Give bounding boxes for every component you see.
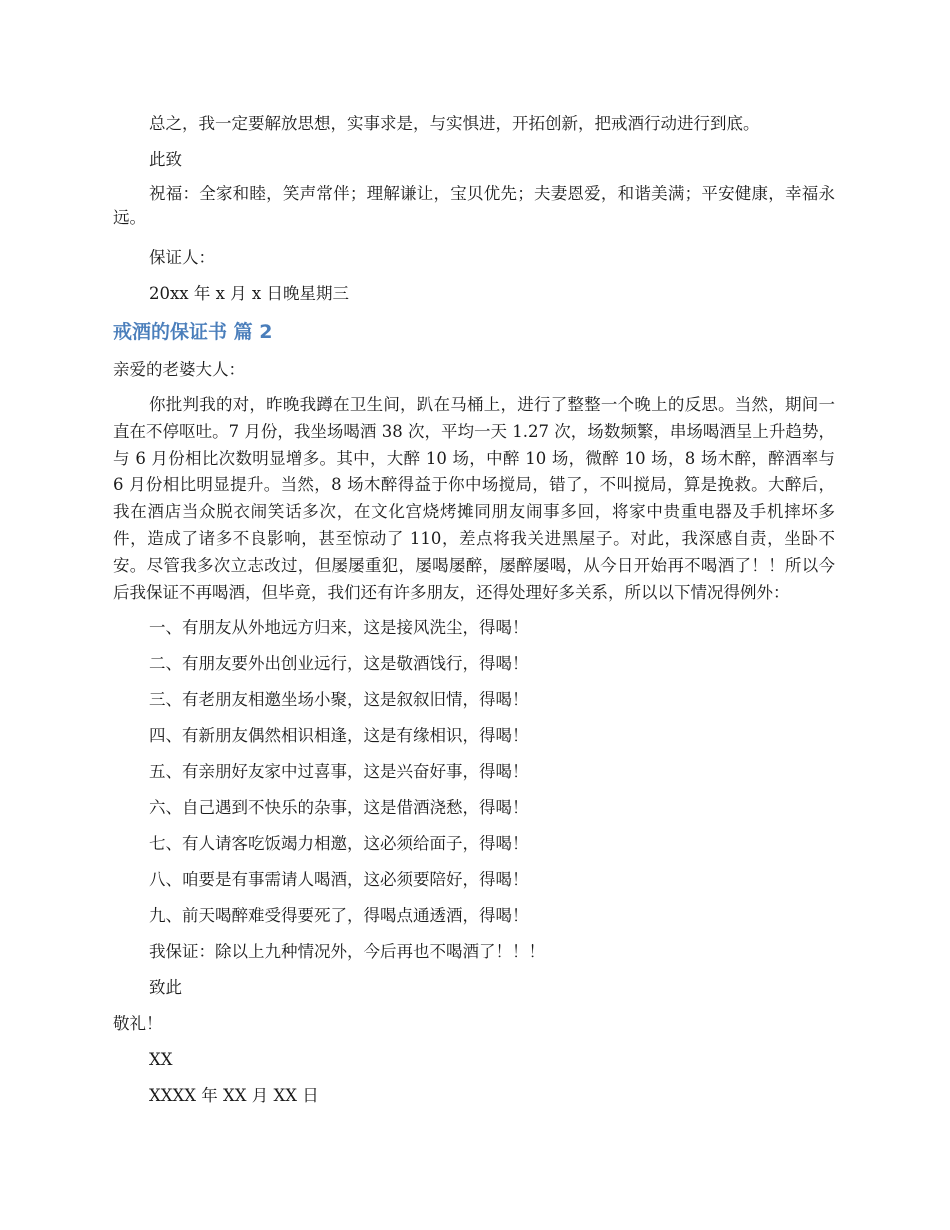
guarantor-label: 保证人：: [149, 248, 215, 267]
document-page: [113, 110, 835, 1118]
list-item: 三、有老朋友相邀坐场小聚，这是叙叙旧情，得喝！: [149, 690, 529, 710]
section1-date: 20xx 年 x 月 x 日晚星期三: [149, 284, 349, 303]
greeting-text: 亲爱的老婆大人：: [113, 360, 245, 379]
main-paragraph: 你批判我的对，昨晚我蹲在卫生间，趴在马桶上，进行了整整一个晚上的反思。当然，期间一直在不停呕吐。7 月份，我坐场喝酒 38 次，平均一天 1.27 次，场数频繁，串场喝酒呈上升趋势，与 6 月份相比次数明显增多。其中，大醉 10 场，中醉 10 场，微醉 10 场，8 场木醉，醉酒率与 6 月份相比明显提升。当然，8 场木醉得益于你中场搅局，错了，不叫搅局，算是挽救。大醉后，我在酒店当众脱衣闹笑话多次，在文化宫烧烤摊同朋友闹事多回，将家中贵重电器及手机摔坏多件，造成了诸多不良影响，甚至惊动了 110，差点将我关进黑屋子。对此，我深感自责，坐卧不安。尽管我多次立志改过，但屡屡重犯，屡喝屡醉，屡醉屡喝，从今日开始再不喝酒了！！所以今后我保证不再喝酒，但毕竟，我们还有许多朋友，还得处理好多关系，所以以下情况得例外：: [113, 395, 835, 602]
regards-text: 敬礼！: [113, 1014, 163, 1034]
signature-text: XX: [149, 1050, 173, 1070]
conclusion-paragraph: 总之，我一定要解放思想，实事求是，与实惧进，开拓创新，把戒酒行动进行到底。: [149, 114, 760, 133]
list-item: 九、前天喝醉难受得要死了，得喝点通透酒，得喝！: [149, 906, 529, 926]
list-item: 六、自己遇到不快乐的杂事，这是借酒浇愁，得喝！: [149, 798, 529, 818]
pledge-text: 我保证：除以上九种情况外，今后再也不喝酒了！！！: [149, 942, 545, 962]
list-item: 二、有朋友要外出创业远行，这是敬酒饯行，得喝！: [149, 654, 529, 674]
list-item: 一、有朋友从外地远方归来，这是接风洗尘，得喝！: [149, 618, 529, 638]
list-item: 八、咱要是有事需请人喝酒，这必须要陪好，得喝！: [149, 870, 529, 890]
list-item: 四、有新朋友偶然相识相逢，这是有缘相识，得喝！: [149, 726, 529, 746]
section2-title: 戒酒的保证书 篇 2: [113, 321, 273, 343]
salutation-text: 此致: [149, 150, 182, 169]
blessing-paragraph: 祝福：全家和睦，笑声常伴；理解谦让，宝贝优先；夫妻恩爱，和谐美满；平安健康，幸福永远。: [113, 184, 835, 227]
list-item: 五、有亲朋好友家中过喜事，这是兴奋好事，得喝！: [149, 762, 529, 782]
section2-date: XXXX 年 XX 月 XX 日: [149, 1086, 319, 1106]
exceptions-list: [113, 614, 835, 930]
closing-text: 致此: [149, 978, 182, 998]
list-item: 七、有人请客吃饭竭力相邀，这必须给面子，得喝！: [149, 834, 529, 854]
